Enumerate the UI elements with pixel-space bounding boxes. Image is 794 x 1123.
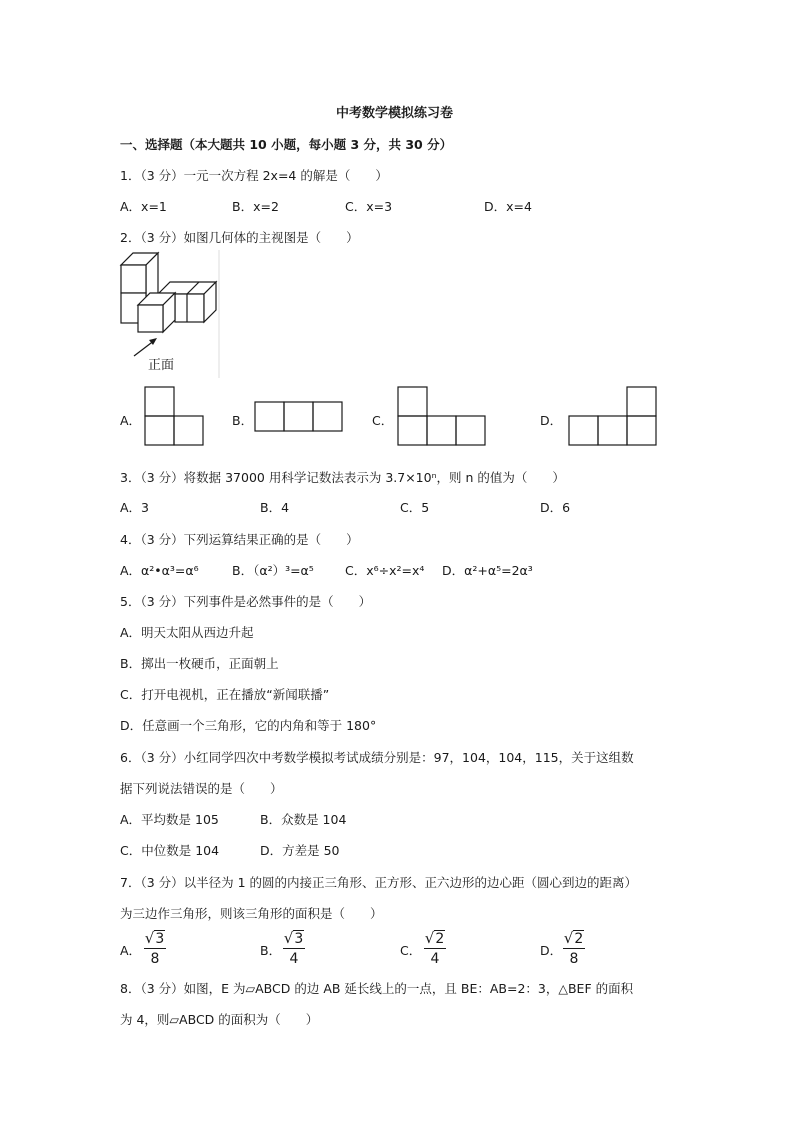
q3-option-c: C．5 (400, 500, 430, 515)
q4-option-a: A．α²•α³=α⁶ (120, 563, 199, 578)
q7-option-c-radicand: 2 (435, 931, 445, 947)
q7-stem-line1: 7．（3 分）以半径为 1 的圆的内接正三角形、正方形、正六边形的边心距（圆心到边的距离） (120, 875, 638, 890)
q5-option-c: C．打开电视机，正在播放“新闻联播” (120, 687, 330, 702)
q1-option-d: D．x=4 (484, 199, 532, 214)
q1-option-c: C．x=3 (345, 199, 393, 214)
q5-option-d: D．任意画一个三角形，它的内角和等于 180° (120, 718, 377, 733)
q4-option-c: C．x⁶÷x²=x⁴ (345, 563, 425, 578)
q2-option-c-figure (397, 386, 489, 446)
q6-stem-line1: 6．（3 分）小红同学四次中考数学模拟考试成绩分别是：97，104，104，115，关于这组数 (120, 750, 634, 765)
q7-option-c-letter: C． (400, 943, 422, 958)
page-title: 中考数学模拟练习卷 (336, 106, 454, 121)
q6-option-a: A．平均数是 105 (120, 812, 219, 827)
q8-stem-line1: 8．（3 分）如图，E 为▱ABCD 的边 AB 延长线上的一点，且 BE：AB=2：3，△BEF 的面积 (120, 981, 634, 996)
q3-option-b: B．4 (260, 500, 290, 515)
q4-stem: 4．（3 分）下列运算结果正确的是（ ） (120, 532, 359, 547)
q5-stem: 5．（3 分）下列事件是必然事件的是（ ） (120, 594, 372, 609)
q2-option-a-figure (144, 386, 206, 446)
q7-option-d-denominator: 8 (569, 951, 579, 967)
q7-option-a-denominator: 8 (150, 951, 160, 967)
q7-option-b-fraction: $\frac{√3}{4}$ (283, 929, 304, 967)
q7-option-d-letter: D． (540, 943, 563, 958)
q3-option-a: A．3 (120, 500, 150, 515)
q7-option-d-radicand: 2 (574, 931, 584, 947)
q7-option-b-denominator: 4 (289, 951, 299, 967)
q7-option-c-denominator: 4 (430, 951, 440, 967)
q7-stem-line2: 为三边作三角形，则该三角形的面积是（ ） (120, 906, 383, 921)
section-heading: 一、选择题（本大题共 10 小题，每小题 3 分，共 30 分） (120, 137, 453, 152)
q7-option-b-radicand: 3 (294, 931, 304, 947)
q7-option-c-fraction: $\frac{√2}{4}$ (424, 929, 445, 967)
q3-option-d: D．6 (540, 500, 571, 515)
q6-option-d: D．方差是 50 (260, 843, 340, 858)
q4-option-d: D．α²+α⁵=2α³ (442, 563, 533, 578)
q1-stem: 1．（3 分）一元一次方程 2x=4 的解是（ ） (120, 168, 388, 183)
q7-option-a-radicand: 3 (155, 931, 165, 947)
q2-stem: 2．（3 分）如图几何体的主视图是（ ） (120, 230, 359, 245)
q3-stem: 3．（3 分）将数据 37000 用科学记数法表示为 3.7×10ⁿ，则 n 的值为（ ） (120, 470, 565, 485)
q6-option-c: C．中位数是 104 (120, 843, 220, 858)
q6-stem-line2: 据下列说法错误的是（ ） (120, 781, 283, 796)
q1-option-b: B．x=2 (232, 199, 279, 214)
q5-option-a: A．明天太阳从西边升起 (120, 625, 254, 640)
q2-option-a-letter: A． (120, 413, 142, 428)
q2-option-d-letter: D． (540, 413, 563, 428)
q5-option-b: B．掷出一枚硬币，正面朝上 (120, 656, 279, 671)
q7-option-b-letter: B． (260, 943, 282, 958)
q2-option-b-letter: B． (232, 413, 254, 428)
q8-stem-line2: 为 4，则▱ABCD 的面积为（ ） (120, 1012, 319, 1027)
q4-option-b: B．（α²）³=α⁵ (232, 563, 314, 578)
q7-option-a-letter: A． (120, 943, 142, 958)
q2-option-d-figure (568, 386, 660, 446)
q6-option-b: B．众数是 104 (260, 812, 347, 827)
q2-option-b-figure (254, 401, 346, 433)
q2-front-label: 正面 (148, 358, 175, 373)
q1-option-a: A．x=1 (120, 199, 167, 214)
q7-option-a-fraction: $\frac{√3}{8}$ (144, 929, 165, 967)
q2-option-c-letter: C． (372, 413, 394, 428)
q7-option-d-fraction: $\frac{√2}{8}$ (563, 929, 584, 967)
